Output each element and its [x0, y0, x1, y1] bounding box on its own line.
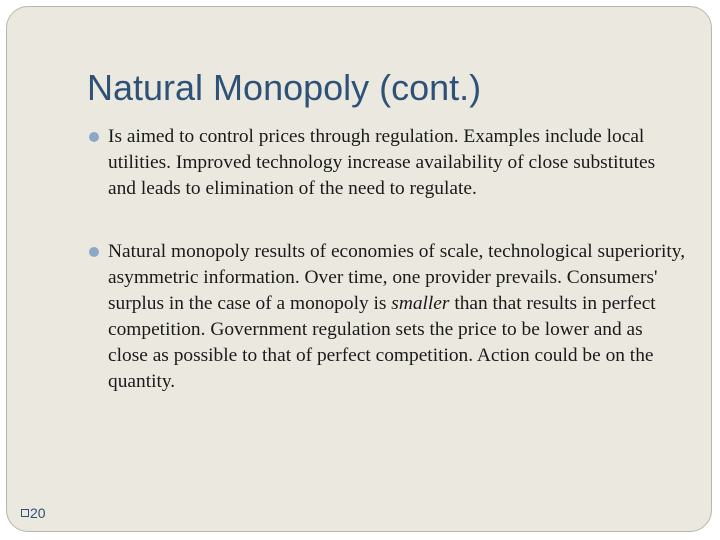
slide-panel [6, 6, 712, 532]
bullet-item [87, 239, 687, 395]
page-number-label: 20 [30, 505, 46, 521]
bullet-text: than that results in perfect competition. Government regulation sets the price to be lower and as close as possible to that of perfect competition. Action could be on the quantity. [108, 293, 656, 392]
square-icon [21, 509, 29, 517]
page-number [21, 504, 46, 522]
bullet-text: Natural monopoly results of economies of scale, technological superiority, asymmetric information. Over time, one provider prevails. Consumers' surplus in the case of a monopoly is [108, 241, 686, 314]
bullet-emphasis: smaller [391, 293, 450, 314]
bullet-list [87, 124, 687, 395]
bullet-item [87, 124, 687, 202]
bullet-dot-icon [89, 132, 99, 142]
bullet-dot-icon [89, 247, 99, 257]
slide-title: Natural Monopoly (cont.) [87, 67, 482, 108]
bullet-text: Is aimed to control prices through regulation. Examples include local utilities. Improved technology increase availability of close substitutes and leads to elimination of the need to regulate. [108, 126, 656, 199]
